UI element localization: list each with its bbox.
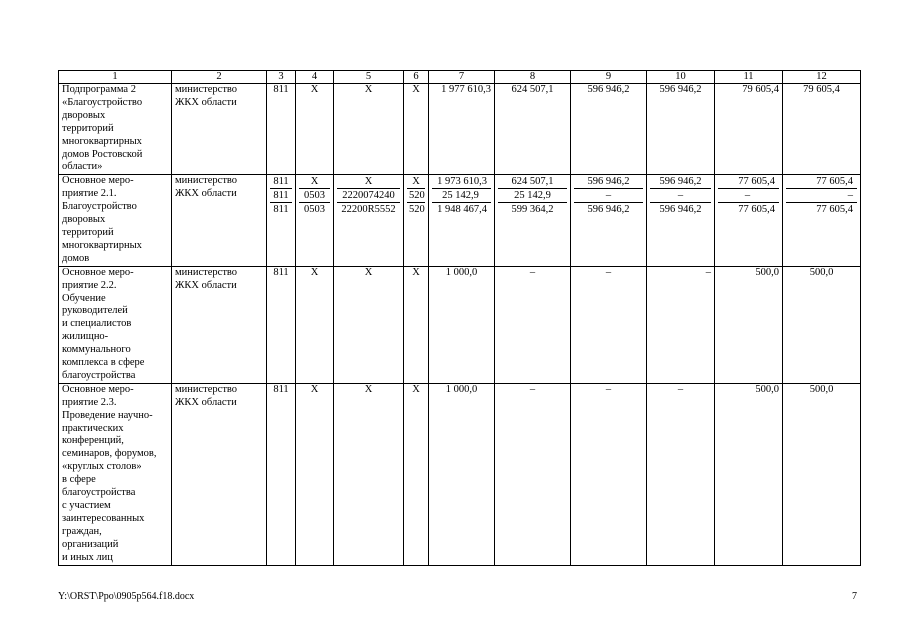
- page-number: 7: [852, 591, 857, 602]
- line-value: 25 142,9: [432, 189, 491, 203]
- col-header: 9: [571, 71, 647, 84]
- executor: министерство ЖКХ области: [172, 84, 267, 175]
- line-value: 596 946,2: [574, 175, 643, 189]
- cell-vr: Х: [404, 383, 429, 565]
- line-value: 596 946,2: [650, 175, 711, 189]
- line-value: 520: [409, 204, 425, 216]
- cell-grbs: [267, 175, 296, 266]
- cell-value: 624 507,1: [495, 84, 571, 175]
- cell-value: –: [495, 383, 571, 565]
- program-name: Основное меро- приятие 2.2. Обучение руководителей и специалистов жилищно- коммунального комплекса в сфере благоустройства: [59, 266, 172, 383]
- line-value: 2220074240: [337, 189, 400, 203]
- line-value: 811: [270, 189, 292, 203]
- cell-value: 79 605,4: [783, 84, 861, 175]
- line-value: 811: [273, 204, 289, 216]
- cell-vr: Х: [404, 84, 429, 175]
- cell-vr: Х: [404, 266, 429, 383]
- col-header: 11: [715, 71, 783, 84]
- file-path: Y:\ORST\Ppo\0905p564.f18.docx: [58, 591, 195, 602]
- table-row: [59, 266, 861, 383]
- program-name: Основное меро- приятие 2.1. Благоустройство дворовых территорий многоквартирных домов: [59, 175, 172, 266]
- cell-csr: Х: [334, 383, 404, 565]
- line-value: –: [574, 189, 643, 203]
- cell-value: [495, 175, 571, 266]
- cell-grbs: 811: [267, 84, 296, 175]
- line-value: 596 946,2: [587, 204, 630, 216]
- cell-total: 1 000,0: [429, 383, 495, 565]
- col-header: 10: [647, 71, 715, 84]
- line-value: 77 605,4: [718, 175, 779, 189]
- line-value: 0503: [299, 189, 330, 203]
- col-header: 5: [334, 71, 404, 84]
- cell-vr: [404, 175, 429, 266]
- cell-csr: Х: [334, 84, 404, 175]
- line-value: 22200R5552: [341, 204, 396, 216]
- program-name: Основное меро- приятие 2.3. Проведение научно- практических конференций, семинаров, форумов, «круглых столов» в сфере благоустройства с участием заинтересованных граждан, организаций и иных лиц: [59, 383, 172, 565]
- cell-value: 500,0: [715, 383, 783, 565]
- line-value: 25 142,9: [498, 189, 567, 203]
- line-value: 0503: [304, 204, 325, 216]
- line-value: 599 364,2: [511, 204, 554, 216]
- cell-rzpr: Х: [296, 266, 334, 383]
- col-header: 1: [59, 71, 172, 84]
- line-value: 596 946,2: [659, 204, 702, 216]
- header-row: [59, 71, 861, 84]
- cell-rzpr: Х: [296, 84, 334, 175]
- line-value: –: [718, 189, 779, 203]
- line-value: 1 948 467,4: [437, 204, 487, 216]
- line-value: 811: [270, 175, 292, 189]
- cell-total: [429, 175, 495, 266]
- line-value: –: [650, 189, 711, 203]
- cell-csr: Х: [334, 266, 404, 383]
- col-header: 3: [267, 71, 296, 84]
- cell-grbs: 811: [267, 383, 296, 565]
- col-header: 2: [172, 71, 267, 84]
- cell-value: 79 605,4: [715, 84, 783, 175]
- line-value: 624 507,1: [498, 175, 567, 189]
- col-header: 6: [404, 71, 429, 84]
- table-row: [59, 175, 861, 266]
- cell-rzpr: [296, 175, 334, 266]
- budget-table: [58, 70, 861, 566]
- line-value: Х: [337, 175, 400, 189]
- line-value: –: [786, 189, 857, 203]
- col-header: 8: [495, 71, 571, 84]
- cell-value: [571, 175, 647, 266]
- executor: министерство ЖКХ области: [172, 383, 267, 565]
- cell-total: 1 977 610,3: [429, 84, 495, 175]
- cell-value: –: [495, 266, 571, 383]
- line-value: 520: [409, 190, 425, 202]
- table-row: [59, 84, 861, 175]
- cell-value: 500,0: [783, 383, 861, 565]
- col-header: 4: [296, 71, 334, 84]
- cell-value: –: [647, 383, 715, 565]
- col-header: 12: [783, 71, 861, 84]
- cell-value: [783, 175, 861, 266]
- cell-value: –: [571, 383, 647, 565]
- col-header: 7: [429, 71, 495, 84]
- cell-value: 596 946,2: [571, 84, 647, 175]
- cell-grbs: 811: [267, 266, 296, 383]
- line-value: 77 605,4: [786, 175, 857, 189]
- table-row: [59, 383, 861, 565]
- cell-csr: [334, 175, 404, 266]
- line-value: 1 973 610,3: [432, 175, 491, 189]
- line-value: 77 605,4: [738, 204, 775, 216]
- cell-total: 1 000,0: [429, 266, 495, 383]
- executor: министерство ЖКХ области: [172, 266, 267, 383]
- cell-value: –: [647, 266, 715, 383]
- line-value: 77 605,4: [816, 204, 853, 216]
- line-value: Х: [299, 175, 330, 189]
- cell-value: –: [571, 266, 647, 383]
- executor: министерство ЖКХ области: [172, 175, 267, 266]
- cell-value: [715, 175, 783, 266]
- cell-value: [647, 175, 715, 266]
- program-name: Подпрограмма 2 «Благоустройство дворовых территорий многоквартирных домов Ростовской области»: [59, 84, 172, 175]
- line-value: Х: [407, 175, 425, 189]
- cell-value: 596 946,2: [647, 84, 715, 175]
- cell-value: 500,0: [715, 266, 783, 383]
- cell-rzpr: Х: [296, 383, 334, 565]
- cell-value: 500,0: [783, 266, 861, 383]
